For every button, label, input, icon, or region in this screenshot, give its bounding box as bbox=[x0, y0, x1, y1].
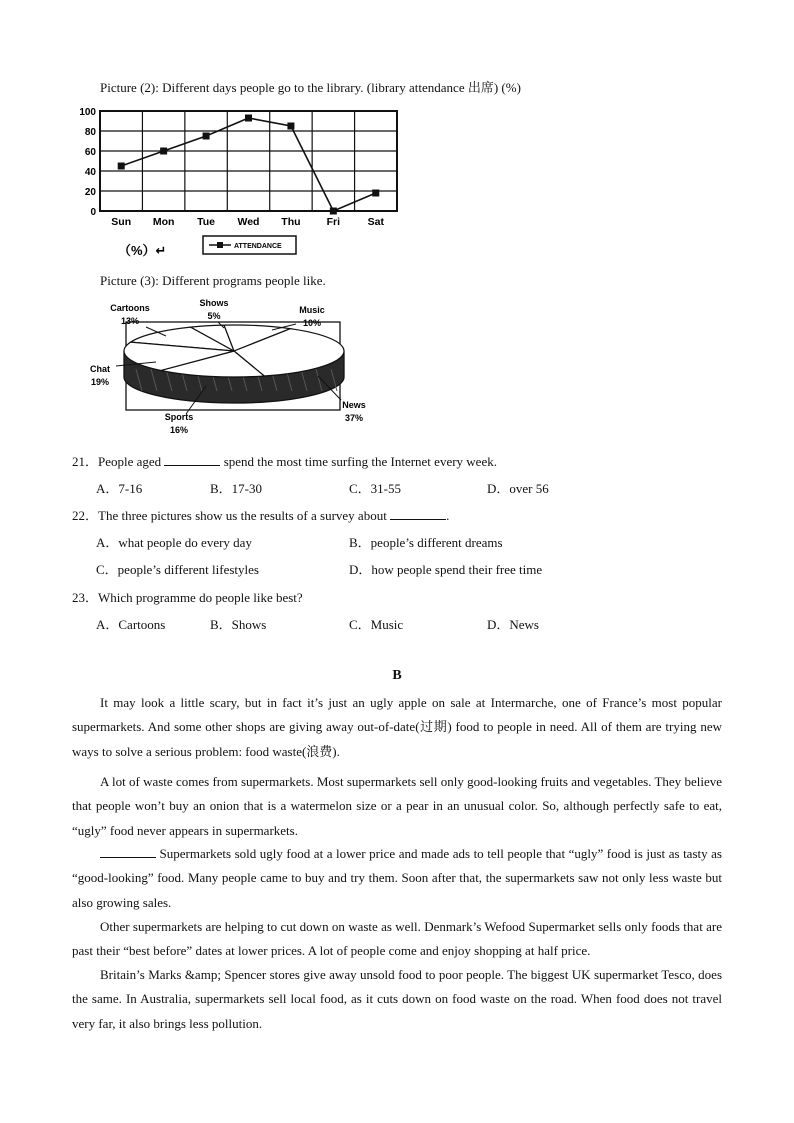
slice-label: Sports bbox=[164, 412, 194, 422]
option-d: D．how people spend their free time bbox=[349, 562, 543, 577]
library-attendance-chart bbox=[78, 103, 408, 263]
option-c: C．Music bbox=[349, 617, 404, 632]
paragraph-3 bbox=[72, 842, 722, 915]
slice-percent: 16% bbox=[169, 425, 189, 435]
question-stem: 21．People aged bbox=[72, 454, 162, 469]
legend-marker bbox=[217, 242, 223, 248]
paragraph-4: Other supermarkets are helping to cut down on waste as well. Denmark’s Wefood Supermarket sells only foods that are past their “best before” dates at lower prices. A lot of people come and enjoy shopping at half price. bbox=[72, 919, 722, 959]
series-line-attendance bbox=[121, 118, 376, 211]
y-tick-label: 80 bbox=[84, 127, 96, 138]
x-tick-label: Wed bbox=[237, 216, 260, 228]
option-b: B．people’s different dreams bbox=[349, 535, 503, 550]
question-21 bbox=[72, 451, 497, 470]
slice-label: Chat bbox=[90, 364, 110, 374]
option-c: C．people’s different lifestyles bbox=[96, 562, 259, 577]
question-23 bbox=[72, 587, 303, 606]
programs-pie-chart bbox=[86, 296, 376, 441]
slice-label: News bbox=[342, 400, 366, 410]
legend-label: ATTENDANCE bbox=[234, 243, 282, 250]
data-point bbox=[203, 133, 210, 140]
data-point bbox=[118, 163, 125, 170]
paragraph-3-text: Supermarkets sold ugly food at a lower price and made ads to tell people that “ugly” food is just as tasty as “good-looking” food. Many people came to buy and try them. Soon after that, the supermarkets saw not only less waste but also growing sales. bbox=[72, 846, 722, 910]
option-d: D．News bbox=[487, 617, 539, 632]
slice-label: Shows bbox=[199, 298, 229, 308]
slice-percent: 13% bbox=[120, 316, 140, 326]
data-point bbox=[287, 123, 294, 130]
paragraph-5: Britain’s Marks &amp; Spencer stores give away unsold food to poor people. The biggest UK supermarket Tesco, does the same. In Australia, supermarkets sell local food, as it cuts down on food waste on the road. When food does not travel very far, it also brings less pollution. bbox=[72, 967, 722, 1031]
data-point bbox=[372, 190, 379, 197]
data-point bbox=[160, 148, 167, 155]
answer-blank bbox=[164, 453, 220, 466]
option-a: A．7-16 bbox=[96, 481, 143, 496]
option-b: B．Shows bbox=[210, 617, 267, 632]
option-c: C．31-55 bbox=[349, 481, 402, 496]
slice-label: Music bbox=[299, 305, 325, 315]
slice-percent: 5% bbox=[207, 311, 221, 321]
option-a: A．what people do every day bbox=[96, 535, 252, 550]
y-tick-label: 100 bbox=[79, 107, 96, 118]
unit-label: （%）↵ bbox=[118, 243, 167, 258]
y-tick-label: 60 bbox=[84, 147, 96, 158]
x-tick-label: Sat bbox=[367, 216, 384, 228]
x-tick-label: Mon bbox=[152, 216, 175, 228]
answer-blank bbox=[390, 507, 446, 520]
x-tick-label: Tue bbox=[197, 216, 216, 228]
section-heading: B bbox=[392, 668, 402, 683]
slice-label: Cartoons bbox=[110, 303, 150, 313]
paragraph-1: It may look a little scary, but in fact it’s just an ugly apple on sale at Intermarche, one of France’s most popular supermarkets. And some other shops are giving away out-of-date(过期) food to people in need. All of them are trying new ways to solve a serious problem: food waste(浪费). bbox=[72, 695, 722, 759]
plot-frame bbox=[100, 111, 397, 211]
option-a: A．Cartoons bbox=[96, 617, 166, 632]
y-tick-label: 20 bbox=[84, 187, 96, 198]
picture-2-caption: Picture (2): Different days people go to the library. (library attendance 出席) (%) bbox=[100, 80, 521, 95]
slice-percent: 19% bbox=[90, 377, 110, 387]
slice-percent: 10% bbox=[302, 318, 322, 328]
slice-percent: 37% bbox=[344, 413, 364, 423]
option-b: B．17-30 bbox=[210, 481, 263, 496]
question-stem-end: spend the most time surfing the Internet every week. bbox=[223, 454, 497, 469]
question-stem: 23．Which programme do people like best? bbox=[72, 590, 303, 605]
question-22 bbox=[72, 505, 449, 524]
y-tick-label: 0 bbox=[90, 207, 96, 218]
x-tick-label: Sun bbox=[111, 216, 132, 228]
question-stem-end: . bbox=[446, 508, 450, 523]
answer-blank bbox=[100, 845, 156, 858]
data-point bbox=[330, 208, 337, 215]
picture-3-caption: Picture (3): Different programs people like. bbox=[100, 273, 326, 288]
x-tick-label: Fri bbox=[326, 216, 341, 228]
x-tick-label: Thu bbox=[281, 216, 301, 228]
data-point bbox=[245, 115, 252, 122]
paragraph-2: A lot of waste comes from supermarkets. Most supermarkets sell only good-looking fruits and vegetables. They believe that people won’t buy an onion that is a watermelon size or a pear in an unusual color. So, although perfectly safe to eat, “ugly” food never appears in supermarkets. bbox=[72, 774, 722, 838]
y-tick-label: 40 bbox=[84, 167, 96, 178]
option-d: D．over 56 bbox=[487, 481, 549, 496]
question-stem: 22．The three pictures show us the results of a survey about bbox=[72, 508, 387, 523]
